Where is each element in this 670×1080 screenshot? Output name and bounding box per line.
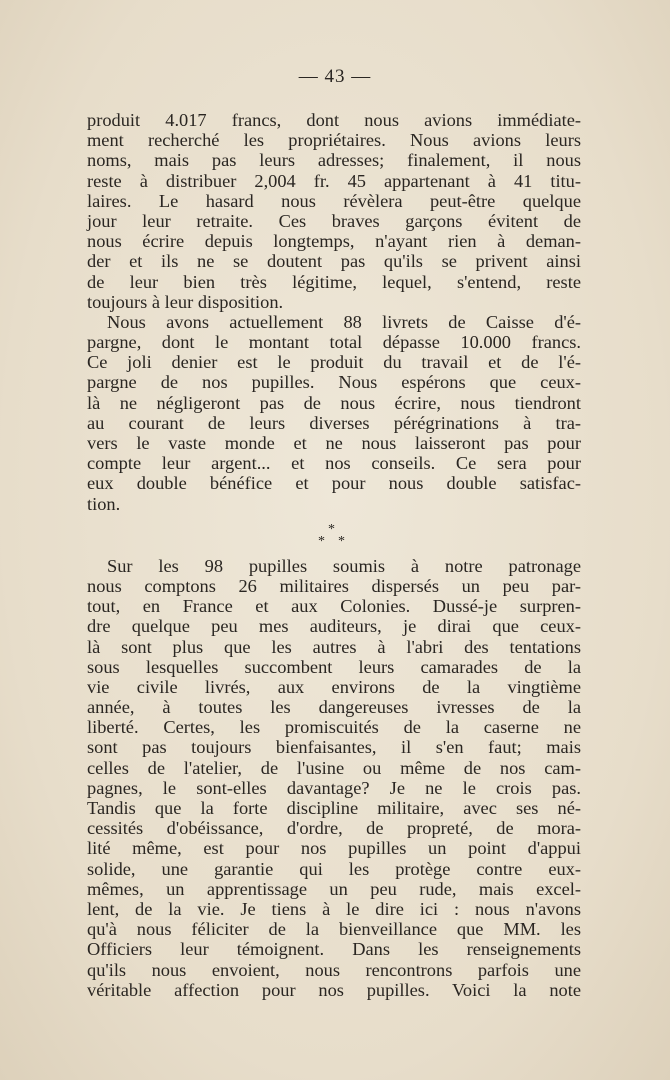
asterism-star: *: [338, 533, 345, 549]
text-line: liberté. Certes, les promiscuités de la caserne ne: [87, 717, 581, 738]
text-line: sont pas toujours bienfaisantes, il s'en faut; mais: [87, 737, 581, 758]
text-line: compte leur argent... et nos conseils. Ce sera pour: [87, 453, 581, 474]
text-line: nous écrire depuis longtemps, n'ayant rien à deman-: [87, 231, 581, 252]
text-line: laires. Le hasard nous révèlera peut-être quelque: [87, 190, 581, 211]
text-line: toujours à leur disposition.: [87, 291, 284, 312]
paragraph-2: [87, 312, 581, 514]
text-line: année, à toutes les dangereuses ivresses de la: [87, 697, 581, 718]
text-line: nous comptons 26 militaires dispersés un peu par-: [87, 575, 581, 596]
text-line: cessités d'obéissance, d'ordre, de propreté, de mora-: [87, 818, 581, 839]
text-line: vers le vaste monde et ne nous laisseront pas pour: [87, 433, 581, 453]
text-line: lité même, est pour nos pupilles un point d'appui: [87, 838, 581, 859]
text-line: celles de l'atelier, de l'usine ou même de nos cam-: [87, 757, 581, 778]
text-line: pargne de nos pupilles. Nous espérons que ceux-: [87, 372, 581, 393]
paragraph-3: [87, 556, 581, 1000]
asterism-star: *: [328, 521, 335, 537]
text-line: Sur les 98 pupilles soumis à notre patronage: [107, 555, 581, 576]
page-number-header: — 43 —: [298, 66, 372, 87]
asterism-star: *: [318, 533, 325, 549]
text-line: sous lesquelles succombent leurs camarades de la: [87, 656, 581, 677]
text-line: dre quelque peu mes auditeurs, je dirai que ceux-: [87, 616, 581, 637]
paragraph-1: [87, 110, 581, 312]
text-line: pargne, dont le montant total dépasse 10.000 francs.: [87, 332, 581, 353]
text-line: de leur bien très légitime, lequel, s'entend, reste: [87, 271, 581, 292]
text-line: là sont plus que les autres à l'abri des tentations: [87, 636, 581, 657]
text-line: Tandis que la forte discipline militaire, avec ses né-: [87, 798, 581, 818]
text-line: der et ils ne se doutent pas qu'ils se privent ainsi: [87, 251, 581, 272]
text-line: lent, de la vie. Je tiens à le dire ici : nous n'avons: [87, 898, 581, 919]
text-line: Officiers leur témoignent. Dans les renseignements: [87, 939, 581, 960]
text-line: là ne négligeront pas de nous écrire, nous tiendront: [87, 392, 581, 413]
text-line: qu'à nous féliciter de la bienveillance que MM. les: [87, 919, 581, 940]
text-line: véritable affection pour nos pupilles. Voici la note: [87, 979, 581, 1000]
text-line: eux double bénéfice et pour nous double satisfac-: [87, 473, 581, 494]
text-line: vie civile livrés, aux environs de la vingtième: [87, 676, 581, 697]
page-body: [87, 110, 581, 1000]
text-line: Nous avons actuellement 88 livrets de Caisse d'é-: [107, 311, 581, 332]
text-line: Ce joli denier est le produit du travail et de l'é-: [87, 352, 581, 373]
text-line: jour leur retraite. Ces braves garçons évitent de: [87, 210, 581, 231]
text-line: reste à distribuer 2,004 fr. 45 appartenant à 41 titu-: [87, 170, 581, 191]
text-line: au courant de leurs diverses pérégrinations à tra-: [87, 412, 581, 433]
text-line: tout, en France et aux Colonies. Dussé-je surpren-: [87, 596, 581, 617]
asterism-separator: [87, 516, 581, 556]
text-line: produit 4.017 francs, dont nous avions immédiate-: [87, 110, 581, 130]
text-line: qu'ils nous envoient, nous rencontrons parfois une: [87, 959, 581, 980]
text-line: tion.: [87, 493, 121, 514]
text-line: ment recherché les propriétaires. Nous avions leurs: [87, 130, 581, 151]
text-line: solide, une garantie qui les protège contre eux-: [87, 858, 581, 879]
text-line: noms, mais pas leurs adresses; finalement, il nous: [87, 150, 581, 171]
text-line: mêmes, un apprentissage un peu rude, mais excel-: [87, 878, 581, 899]
text-line: pagnes, le sont-elles davantage? Je ne le crois pas.: [87, 777, 581, 798]
